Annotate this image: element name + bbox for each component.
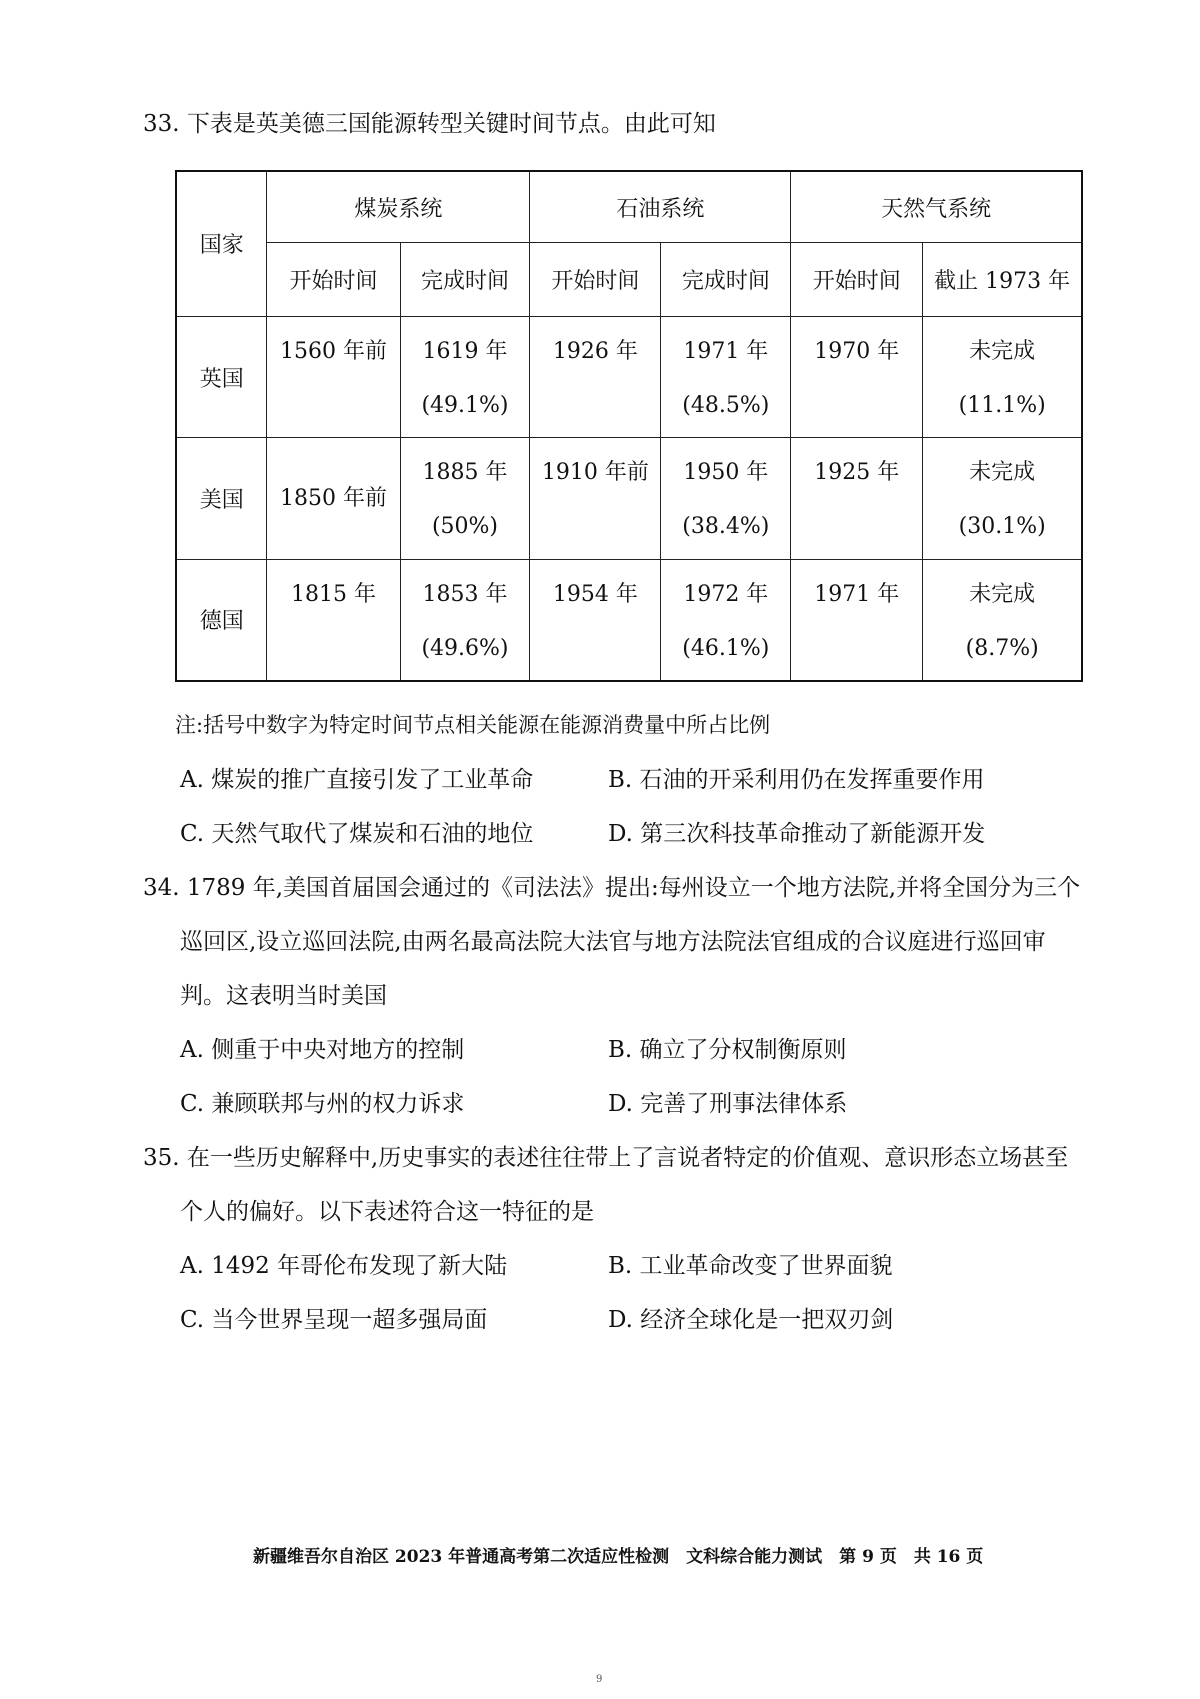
country-cell: 英国 [176,316,267,438]
table-cell: 1619 年 (49.1%) [400,316,530,438]
q34-stem-line1: 34. 1789 年,美国首届国会通过的《司法法》提出:每州设立一个地方法院,并将全国分为三个 [143,875,1081,901]
table-cell: 未完成 (11.1%) [923,316,1082,438]
table-cell: 未完成 (8.7%) [923,559,1082,681]
table-cell: 1850 年前 [267,438,400,560]
subheader-gas-by-1973: 截止 1973 年 [923,243,1082,317]
subheader-oil-start: 开始时间 [530,243,661,317]
q35-option-d[interactable]: D. 经济全球化是一把双刃剑 [608,1307,894,1333]
table-cell: 1970 年 [791,316,923,438]
q34-option-b[interactable]: B. 确立了分权制衡原则 [608,1037,847,1063]
table-cell: 1926 年 [530,316,661,438]
energy-transition-table [175,170,1083,682]
country-cell: 美国 [176,438,267,560]
q35-stem-line1: 35. 在一些历史解释中,历史事实的表述往往带上了言说者特定的价值观、意识形态立场甚至 [143,1145,1069,1171]
table-cell: 1954 年 [530,559,661,681]
q34-option-c[interactable]: C. 兼顾联邦与州的权力诉求 [180,1091,465,1117]
country-header: 国家 [176,171,267,316]
table-cell: 1910 年前 [530,438,661,560]
table-cell: 1971 年 [791,559,923,681]
q33-option-b[interactable]: B. 石油的开采利用仍在发挥重要作用 [608,767,985,793]
group-header-oil: 石油系统 [530,171,791,243]
table-cell: 1815 年 [267,559,400,681]
subheader-gas-start: 开始时间 [791,243,923,317]
q33-option-c[interactable]: C. 天然气取代了煤炭和石油的地位 [180,821,534,847]
page-number: 9 [596,1674,603,1685]
q34-option-d[interactable]: D. 完善了刑事法律体系 [608,1091,848,1117]
table-row [176,438,1082,560]
q34-stem-line3: 判。这表明当时美国 [180,983,387,1009]
table-row [176,316,1082,438]
group-header-gas: 天然气系统 [791,171,1082,243]
table-cell: 1925 年 [791,438,923,560]
table-cell: 1885 年 (50%) [400,438,530,560]
table-cell: 1971 年 (48.5%) [661,316,791,438]
table-cell: 1853 年 (49.6%) [400,559,530,681]
table-cell: 未完成 (30.1%) [923,438,1082,560]
table-cell: 1972 年 (46.1%) [661,559,791,681]
q35-option-b[interactable]: B. 工业革命改变了世界面貌 [608,1253,893,1279]
q35-option-c[interactable]: C. 当今世界呈现一超多强局面 [180,1307,488,1333]
q34-option-a[interactable]: A. 侧重于中央对地方的控制 [180,1037,465,1063]
table-row [176,559,1082,681]
country-cell: 德国 [176,559,267,681]
q35-option-a[interactable]: A. 1492 年哥伦布发现了新大陆 [180,1253,508,1279]
table-cell: 1560 年前 [267,316,400,438]
table-note: 注:括号中数字为特定时间节点相关能源在能源消费量中所占比例 [175,713,771,737]
q35-stem-line2: 个人的偏好。以下表述符合这一特征的是 [180,1199,594,1225]
q33-option-a[interactable]: A. 煤炭的推广直接引发了工业革命 [180,767,534,793]
q34-stem-line2: 巡回区,设立巡回法院,由两名最高法院大法官与地方法院法官组成的合议庭进行巡回审 [180,929,1046,955]
group-header-coal: 煤炭系统 [267,171,530,243]
table-cell: 1950 年 (38.4%) [661,438,791,560]
page-footer: 新疆维吾尔自治区 2023 年普通高考第二次适应性检测 文科综合能力测试 第 9 页 共 16 页 [253,1547,984,1567]
q33-option-d[interactable]: D. 第三次科技革命推动了新能源开发 [608,821,986,847]
subheader-coal-start: 开始时间 [267,243,400,317]
subheader-coal-complete: 完成时间 [400,243,530,317]
q33-stem: 33. 下表是英美德三国能源转型关键时间节点。由此可知 [143,111,716,137]
subheader-oil-complete: 完成时间 [661,243,791,317]
